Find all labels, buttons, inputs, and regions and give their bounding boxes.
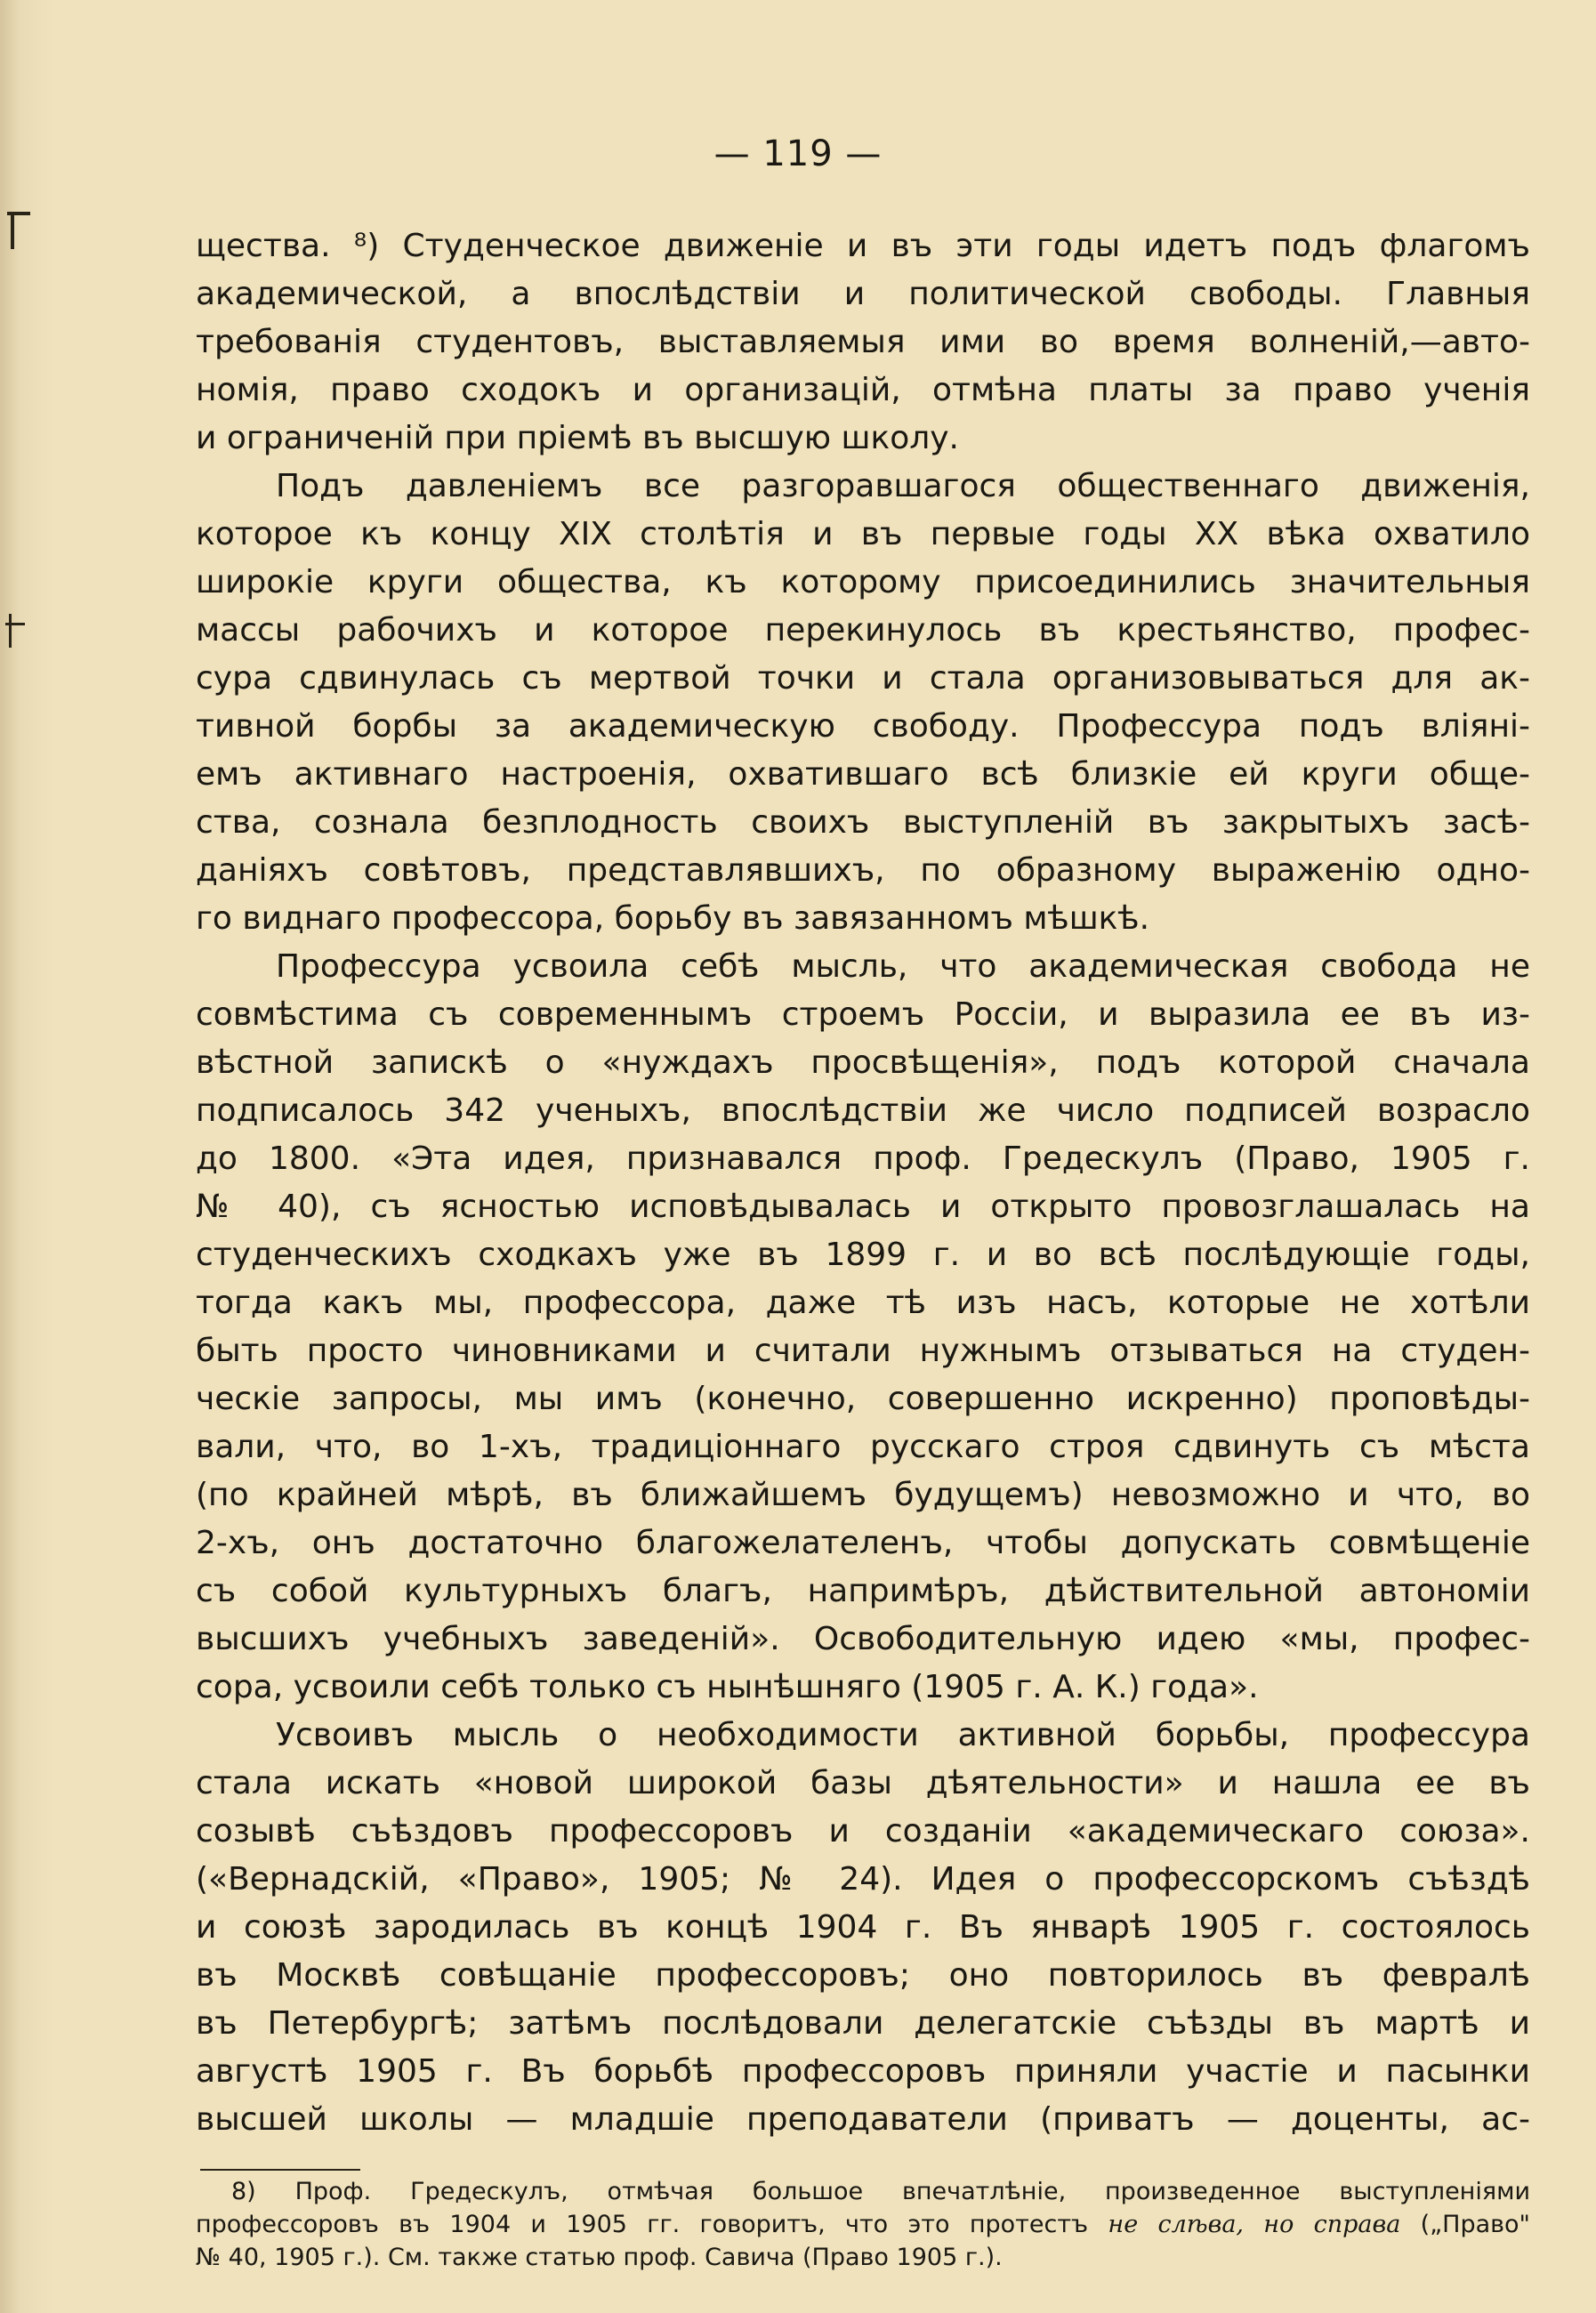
text-line: высшихъ учебныхъ заведеній». Освободительную идею «мы, профес-: [196, 1621, 1530, 1657]
text-line: студенческихъ сходкахъ уже въ 1899 г. и во всѣ послѣдующіе годы,: [196, 1237, 1530, 1273]
text-line: тивной борбы за академическую свободу. Профессура подъ вліяні-: [196, 708, 1530, 745]
text-line: Подъ давленіемъ все разгоравшагося общественнаго движенія,: [276, 468, 1530, 504]
margin-mark-middle-stem: [9, 614, 12, 648]
text-line: ческіе запросы, мы имъ (конечно, совершенно искренно) проповѣды-: [196, 1381, 1530, 1417]
margin-mark-top-stem: [11, 214, 14, 249]
text-line: быть просто чиновниками и считали нужнымъ отзываться на студен-: [196, 1333, 1530, 1369]
text-line: сора, усвоили себѣ только съ нынѣшняго (1905 г. А. К.) года».: [196, 1669, 1259, 1705]
footnote-emphasis: не слѣва, но справа: [1108, 2211, 1401, 2238]
text-line: («Вернадскій, «Право», 1905; № 24). Идея о профессорскомъ съѣздѣ: [196, 1861, 1530, 1898]
text-line: въ Петербургѣ; затѣмъ послѣдовали делегатскіе съѣзды въ мартѣ и: [196, 2005, 1530, 2042]
text-line: № 40), съ ясностью исповѣдывалась и открыто провозглашалась на: [196, 1189, 1530, 1225]
footnote-text: („Право": [1400, 2211, 1530, 2238]
text-line: и ограниченій при пріемѣ въ высшую школу.: [196, 420, 959, 456]
text-line: го виднаго профессора, борьбу въ завязанномъ мѣшкѣ.: [196, 900, 1150, 937]
text-line: академической, а впослѣдствіи и политической свободы. Главныя: [196, 276, 1530, 312]
text-line: требованія студентовъ, выставляемыя ими во время волненій,—авто-: [196, 324, 1530, 360]
text-line: до 1800. «Эта идея, признавался проф. Гредескулъ (Право, 1905 г.: [196, 1140, 1530, 1177]
text-line: въ Москвѣ совѣщаніе профессоровъ; оно повторилось въ февралѣ: [196, 1957, 1530, 1994]
text-line: ства, сознала безплодность своихъ выступленій въ закрытыхъ засѣ-: [196, 804, 1530, 841]
footnote-line: № 40, 1905 г.). См. также статью проф. Савича (Право 1905 г.).: [196, 2244, 1003, 2271]
text-line: августѣ 1905 г. Въ борьбѣ профессоровъ приняли участіе и пасынки: [196, 2053, 1530, 2090]
footnote-line: 8) Проф. Гредескулъ, отмѣчая большое впечатлѣніе, произведенное выступленіями: [231, 2178, 1530, 2205]
text-line: совмѣстима съ современнымъ строемъ Россіи, и выразила ее въ из-: [196, 996, 1530, 1033]
text-line: вѣстной запискѣ о «нуждахъ просвѣщенія», подъ которой сначала: [196, 1044, 1530, 1081]
text-line: высшей школы — младшіе преподаватели (приватъ — доценты, ас-: [196, 2101, 1530, 2138]
body-text: [196, 222, 1530, 2144]
text-line: которое къ концу XIX столѣтія и въ первые годы XX вѣка охватило: [196, 516, 1530, 552]
text-line: съ собой культурныхъ благъ, напримѣръ, дѣйствительной автономіи: [196, 1573, 1530, 1609]
footnote-line: [196, 2208, 1530, 2241]
text-line: Профессура усвоила себѣ мысль, что академическая свобода не: [276, 948, 1530, 985]
text-line: подписалось 342 ученыхъ, впослѣдствіи же число подписей возрасло: [196, 1092, 1530, 1129]
text-line: 2-хъ, онъ достаточно благожелателенъ, чтобы допускать совмѣщеніе: [196, 1525, 1530, 1561]
text-line: емъ активнаго настроенія, охватившаго всѣ близкіе ей круги обще-: [196, 756, 1530, 793]
page-number: — 119 —: [713, 133, 883, 174]
footnote-text: профессоровъ въ 1904 и 1905 гг. говоритъ, что это протестъ: [196, 2211, 1108, 2238]
footnote-divider: [200, 2169, 360, 2171]
text-line: созывѣ съѣздовъ профессоровъ и созданіи «академическаго союза».: [196, 1813, 1530, 1850]
text-line: даніяхъ совѣтовъ, представлявшихъ, по образному выраженію одно-: [196, 852, 1530, 889]
text-line: тогда какъ мы, профессора, даже тѣ изъ насъ, которые не хотѣли: [196, 1285, 1530, 1321]
text-line: широкіе круги общества, къ которому присоединились значительныя: [196, 564, 1530, 600]
text-line: номія, право сходокъ и организацій, отмѣна платы за право ученія: [196, 372, 1530, 408]
text-line: щества. ⁸) Студенческое движеніе и въ эти годы идетъ подъ флагомъ: [196, 228, 1530, 264]
text-line: вали, что, во 1-хъ, традиціоннаго русскаго строя сдвинуть съ мѣста: [196, 1429, 1530, 1465]
text-line: и союзѣ зародилась въ концѣ 1904 г. Въ январѣ 1905 г. состоялось: [196, 1909, 1530, 1946]
footnote: [196, 2175, 1530, 2274]
text-line: стала искать «новой широкой базы дѣятельности» и нашла ее въ: [196, 1765, 1530, 1801]
text-line: массы рабочихъ и которое перекинулось въ крестьянство, профес-: [196, 612, 1530, 649]
text-line: Усвоивъ мысль о необходимости активной борьбы, профессура: [276, 1717, 1530, 1753]
text-line: сура сдвинулась съ мертвой точки и стала организовываться для ак-: [196, 660, 1530, 697]
text-line: (по крайней мѣрѣ, въ ближайшемъ будущемъ) невозможно и что, во: [196, 1477, 1530, 1513]
